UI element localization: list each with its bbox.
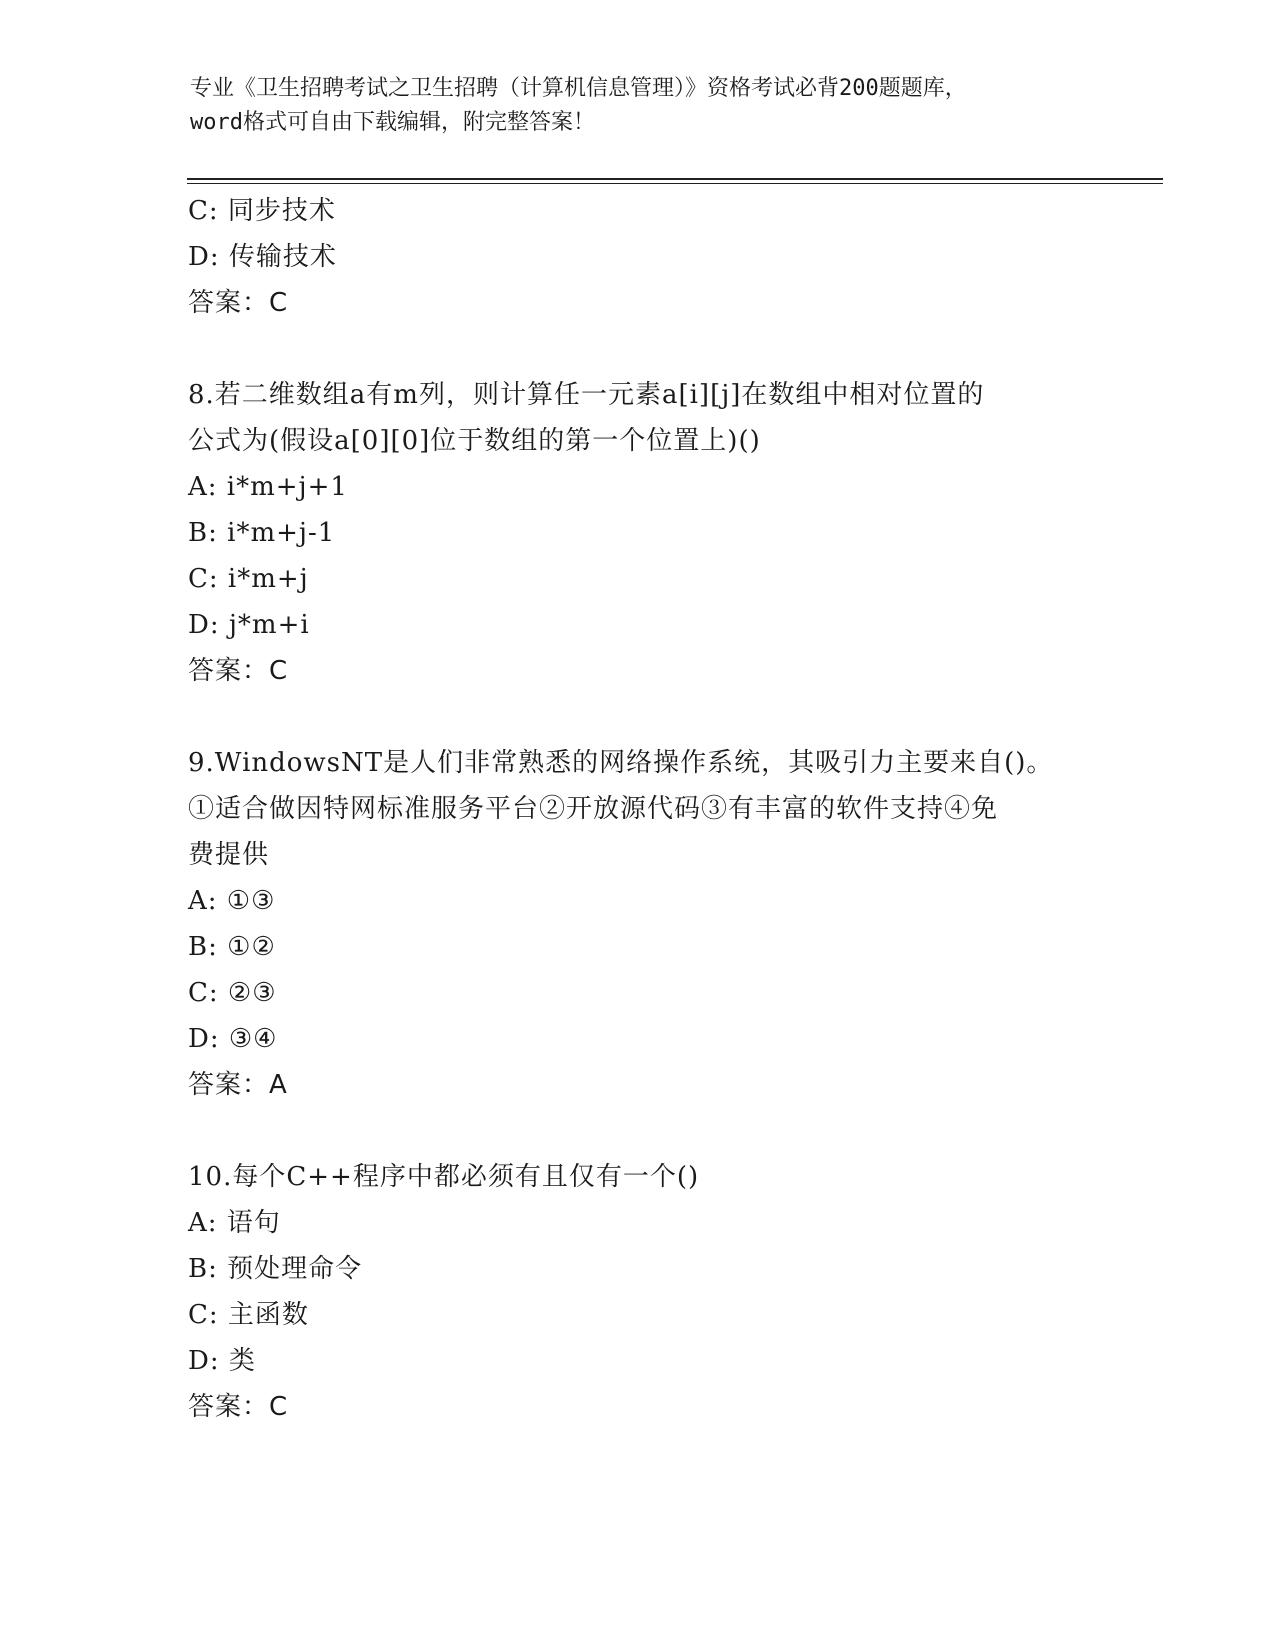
option-d: D: 类 bbox=[188, 1346, 256, 1376]
header-title-line-1: 专业《卫生招聘考试之卫生招聘（计算机信息管理）》资格考试必背200题题库， bbox=[190, 76, 967, 101]
question-stem: 9.WindowsNT是人们非常熟悉的网络操作系统，其吸引力主要来自()。 bbox=[188, 748, 1054, 778]
answer: 答案：C bbox=[188, 1392, 289, 1422]
answer: 答案：A bbox=[188, 1070, 288, 1100]
header-divider-thick bbox=[187, 178, 1163, 180]
question-list bbox=[188, 188, 1088, 1430]
header-title-line-2: word格式可自由下载编辑，附完整答案！ bbox=[190, 110, 595, 135]
spacer bbox=[188, 694, 1088, 740]
question-stem: 8.若二维数组a有m列，则计算任一元素a[i][j]在数组中相对位置的 bbox=[188, 380, 985, 410]
option-a: A: 语句 bbox=[188, 1208, 281, 1238]
option-b: B: ①② bbox=[188, 932, 276, 962]
option-d: D: 传输技术 bbox=[188, 242, 337, 272]
document-header bbox=[190, 72, 1090, 140]
question-9 bbox=[188, 740, 1088, 1108]
question-10 bbox=[188, 1154, 1088, 1430]
question-stem: 10.每个C++程序中都必须有且仅有一个() bbox=[188, 1162, 700, 1192]
answer: 答案：C bbox=[188, 656, 289, 686]
option-c: C: ②③ bbox=[188, 978, 277, 1008]
option-c: C: 主函数 bbox=[188, 1300, 309, 1330]
question-stem-continued: 公式为(假设a[0][0]位于数组的第一个位置上)() bbox=[188, 426, 761, 456]
answer: 答案：C bbox=[188, 288, 289, 318]
spacer bbox=[188, 1108, 1088, 1154]
option-b: B: 预处理命令 bbox=[188, 1254, 363, 1284]
question-stem-continued: ①适合做因特网标准服务平台②开放源代码③有丰富的软件支持④免 bbox=[188, 794, 999, 824]
spacer bbox=[188, 326, 1088, 372]
header-divider-thin bbox=[187, 183, 1163, 184]
option-b: B: i*m+j-1 bbox=[188, 518, 336, 548]
option-a: A: i*m+j+1 bbox=[188, 472, 348, 502]
question-stem-continued: 费提供 bbox=[188, 840, 270, 870]
option-d: D: ③④ bbox=[188, 1024, 278, 1054]
question-7 bbox=[188, 188, 1088, 326]
option-c: C: 同步技术 bbox=[188, 196, 336, 226]
option-c: C: i*m+j bbox=[188, 564, 309, 594]
option-a: A: ①③ bbox=[188, 886, 276, 916]
option-d: D: j*m+i bbox=[188, 610, 310, 640]
question-8 bbox=[188, 372, 1088, 694]
